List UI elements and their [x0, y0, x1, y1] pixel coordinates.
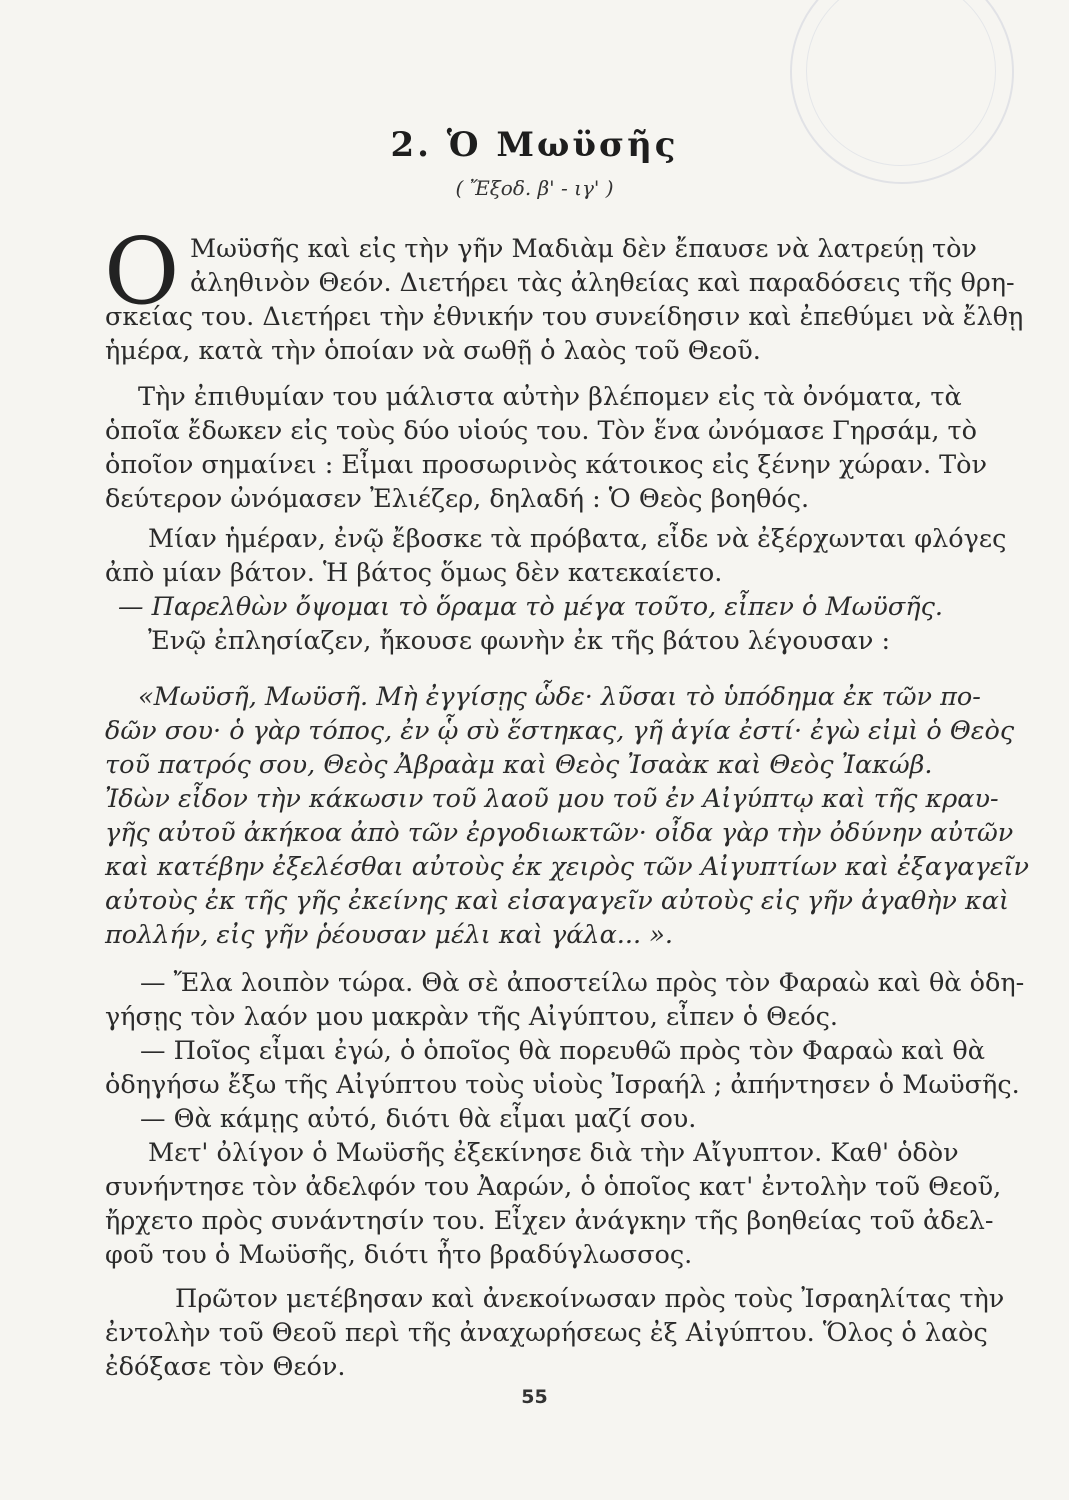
text-line: Πρῶτον μετέβησαν καὶ ἀνεκοίνωσαν πρὸς τοὺς Ἰσραηλίτας τὴν — [175, 1284, 1005, 1314]
text-line: Τὴν ἐπιθυμίαν του μάλιστα αὐτὴν βλέπομεν εἰς τὰ ὀνόματα, τὰ — [138, 382, 962, 412]
chapter-subtitle: ( Ἔξοδ. β' - ιγ' ) — [455, 176, 614, 200]
text-line: ὁποῖα ἔδωκεν εἰς τοὺς δύο υἱούς του. Τὸν ἕνα ὠνόμασε Γηρσάμ, τὸ — [105, 416, 978, 446]
text-line: ἀληθινὸν Θεόν. Διετήρει τὰς ἀληθείας καὶ παραδόσεις τῆς θρη- — [190, 268, 1015, 298]
text-line: δῶν σου· ὁ γὰρ τόπος, ἐν ᾧ σὺ ἕστηκας, γῆ ἁγία ἐστί· ἐγὼ εἰμὶ ὁ Θεὸς — [105, 716, 1015, 746]
text-line: — Παρελθὼν ὄψομαι τὸ ὅραμα τὸ μέγα τοῦτο, εἶπεν ὁ Μωϋσῆς. — [118, 592, 943, 622]
text-line: ἐδόξασε τὸν Θεόν. — [105, 1352, 346, 1382]
text-line: συνήντησε τὸν ἀδελφόν του Ἀαρών, ὁ ὁποῖος κατ' ἐντολὴν τοῦ Θεοῦ, — [105, 1172, 1002, 1202]
text-line: Μωϋσῆς καὶ εἰς τὴν γῆν Μαδιὰμ δὲν ἔπαυσε νὰ λατρεύῃ τὸν — [190, 234, 977, 264]
text-line: τοῦ πατρός σου, Θεὸς Ἀβραὰμ καὶ Θεὸς Ἰσαὰκ καὶ Θεὸς Ἰακώβ. — [105, 750, 933, 780]
text-line: ἀπὸ μίαν βάτον. Ἡ βάτος ὅμως δὲν κατεκαίετο. — [105, 558, 723, 588]
text-line: — Ποῖος εἶμαι ἐγώ, ὁ ὁποῖος θὰ πορευθῶ πρὸς τὸν Φαραὼ καὶ θὰ — [140, 1036, 985, 1066]
text-line: Ἰδὼν εἶδον τὴν κάκωσιν τοῦ λαοῦ μου τοῦ ἐν Αἰγύπτῳ καὶ τῆς κραυ- — [105, 784, 999, 814]
text-line: πολλήν, εἰς γῆν ῥέουσαν μέλι καὶ γάλα... ». — [105, 920, 673, 950]
text-line: σκείας του. Διετήρει τὴν ἐθνικήν του συνείδησιν καὶ ἐπεθύμει νὰ ἔλθῃ — [105, 302, 1024, 332]
text-line: Ἐνῷ ἐπλησίαζεν, ἤκουσε φωνὴν ἐκ τῆς βάτου λέγουσαν : — [148, 626, 891, 656]
text-line: δεύτερον ὠνόμασεν Ἐλιέζερ, δηλαδή : Ὁ Θεὸς βοηθός. — [105, 484, 810, 514]
text-line: ὁποῖον σημαίνει : Εἶμαι προσωρινὸς κάτοικος εἰς ξένην χώραν. Τὸν — [105, 450, 988, 480]
drop-cap: Ο — [104, 218, 180, 325]
text-line: ἡμέρα, κατὰ τὴν ὁποίαν νὰ σωθῇ ὁ λαὸς τοῦ Θεοῦ. — [105, 336, 761, 366]
text-line: «Μωϋσῆ, Μωϋσῆ. Μὴ ἐγγίσῃς ὧδε· λῦσαι τὸ ὑπόδημα ἐκ τῶν πο- — [138, 682, 981, 712]
text-line: καὶ κατέβην ἐξελέσθαι αὐτοὺς ἐκ χειρὸς τῶν Αἰγυπτίων καὶ ἐξαγαγεῖν — [105, 852, 1030, 882]
text-line: Μίαν ἡμέραν, ἐνῷ ἔβοσκε τὰ πρόβατα, εἶδε νὰ ἐξέρχωνται φλόγες — [148, 524, 1007, 554]
text-line: ἐντολὴν τοῦ Θεοῦ περὶ τῆς ἀναχωρήσεως ἐξ Αἰγύπτου. Ὅλος ὁ λαὸς — [105, 1318, 988, 1348]
text-line: Μετ' ὀλίγον ὁ Μωϋσῆς ἐξεκίνησε διὰ τὴν Αἴγυπτον. Καθ' ὁδὸν — [148, 1138, 959, 1168]
text-line: φοῦ του ὁ Μωϋσῆς, διότι ἦτο βραδύγλωσσος. — [105, 1240, 693, 1270]
page-number: 55 — [521, 1386, 548, 1408]
chapter-title: 2. Ὁ Μωϋσῆς — [390, 125, 679, 165]
text-line: ἤρχετο πρὸς συνάντησίν του. Εἶχεν ἀνάγκην τῆς βοηθείας τοῦ ἀδελ- — [105, 1206, 994, 1236]
text-line: αὐτοὺς ἐκ τῆς γῆς ἐκείνης καὶ εἰσαγαγεῖν αὐτοὺς εἰς γῆν ἀγαθὴν καὶ — [105, 886, 1009, 916]
text-line: γῆς αὐτοῦ ἀκήκοα ἀπὸ τῶν ἐργοδιωκτῶν· οἶδα γὰρ τὴν ὀδύνην αὐτῶν — [105, 818, 1014, 848]
text-line: γήσῃς τὸν λαόν μου μακρὰν τῆς Αἰγύπτου, εἶπεν ὁ Θεός. — [105, 1002, 839, 1032]
text-line: ὁδηγήσω ἔξω τῆς Αἰγύπτου τοὺς υἱοὺς Ἰσραήλ ; ἀπήντησεν ὁ Μωϋσῆς. — [105, 1070, 1020, 1100]
text-line: — Ἔλα λοιπὸν τώρα. Θὰ σὲ ἀποστείλω πρὸς τὸν Φαραὼ καὶ θὰ ὁδη- — [140, 968, 1025, 998]
text-line: — Θὰ κάμῃς αὐτό, διότι θὰ εἶμαι μαζί σου. — [140, 1104, 697, 1134]
